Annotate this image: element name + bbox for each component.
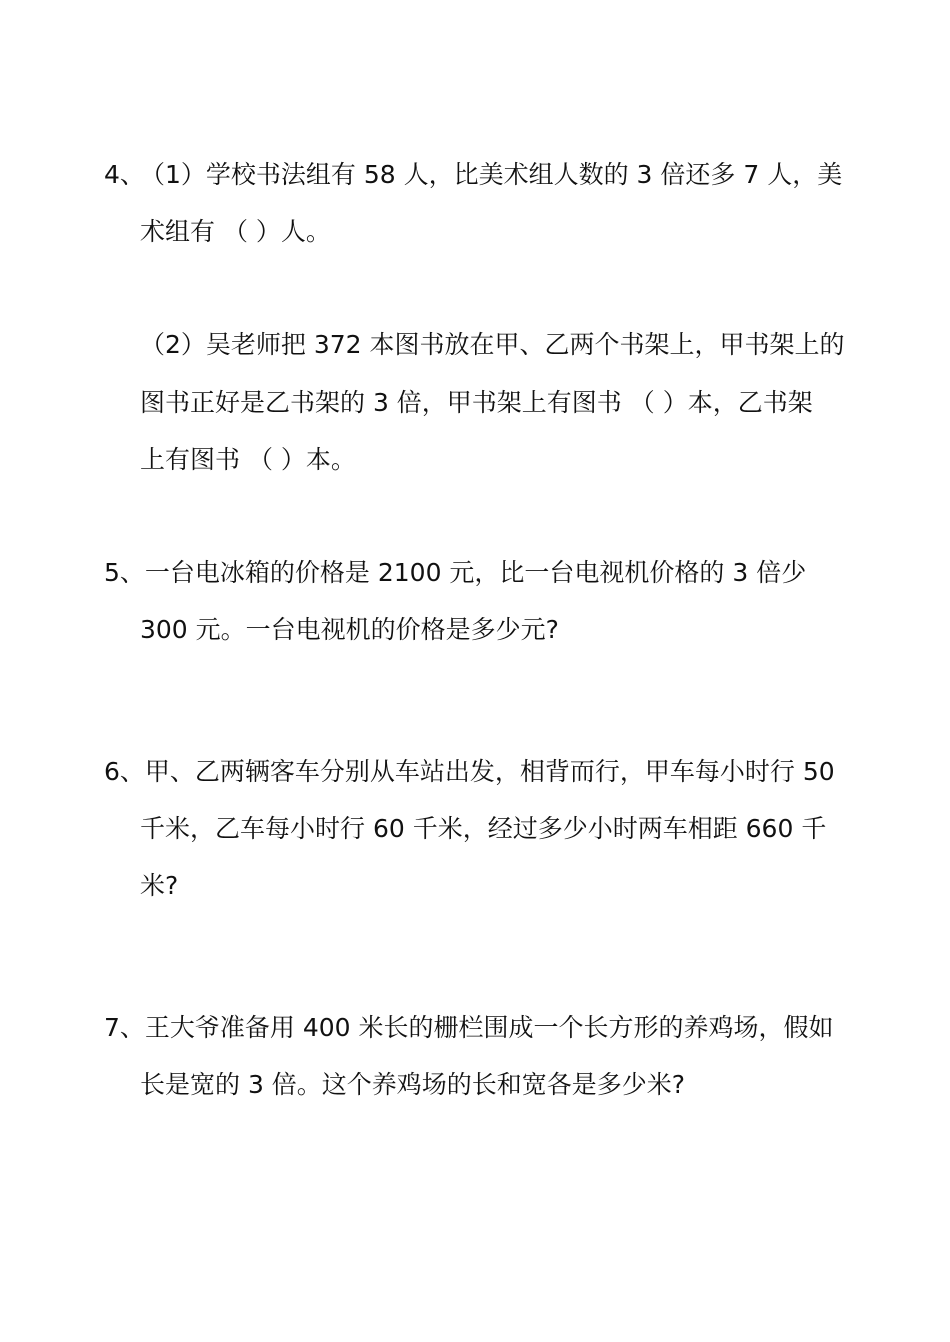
question-7-line2: 长是宽的 3 倍。这个养鸡场的长和宽各是多少米? — [140, 1070, 686, 1099]
question-7-line1: 7、王大爷准备用 400 米长的栅栏围成一个长方形的养鸡场，假如 — [104, 1013, 834, 1042]
question-5-line1: 5、一台电冰箱的价格是 2100 元，比一台电视机价格的 3 倍少 — [104, 558, 807, 587]
question-4-part1-line1: （1）学校书法组有 58 人，比美术组人数的 3 倍还多 7 人，美 — [140, 160, 843, 189]
question-5-line2: 300 元。一台电视机的价格是多少元? — [140, 615, 559, 644]
question-4-part1-line2: 术组有 （ ）人。 — [140, 217, 331, 246]
question-4-part2-line3: 上有图书 （ ）本。 — [140, 445, 356, 474]
question-4-part2-line1: （2）吴老师把 372 本图书放在甲、乙两个书架上，甲书架上的 — [140, 330, 845, 359]
question-6-line1: 6、甲、乙两辆客车分别从车站出发，相背而行，甲车每小时行 50 — [104, 757, 835, 786]
question-4-number: 4、 — [104, 160, 145, 189]
question-6-line2: 千米，乙车每小时行 60 千米，经过多少小时两车相距 660 千 — [140, 814, 827, 843]
question-6-line3: 米? — [140, 871, 179, 900]
question-4-part2-line2: 图书正好是乙书架的 3 倍，甲书架上有图书 （ ）本，乙书架 — [140, 388, 813, 417]
